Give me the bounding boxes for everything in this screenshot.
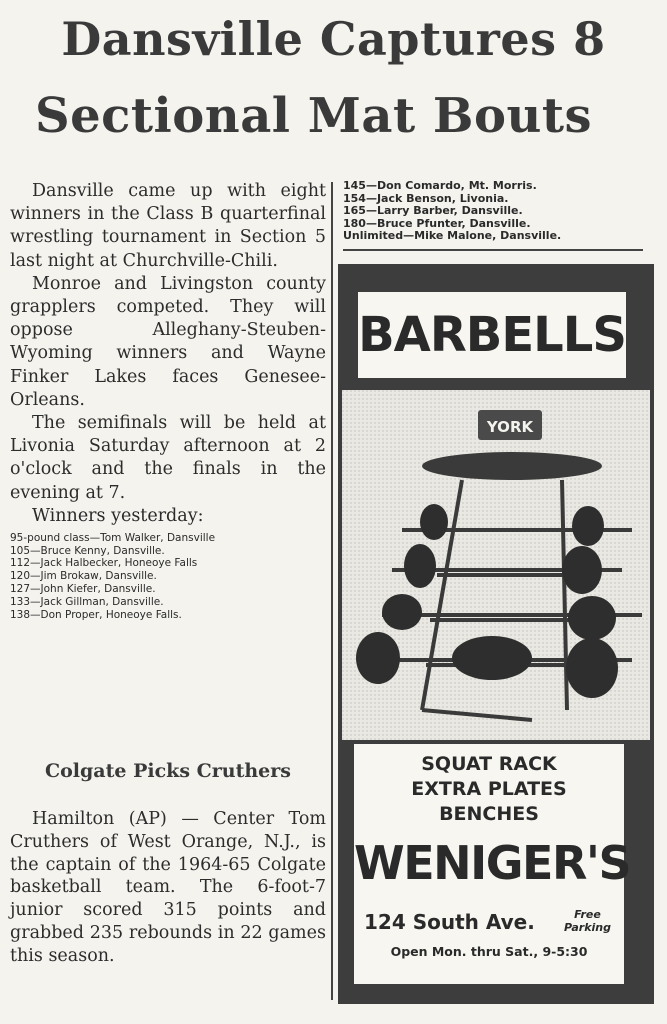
free-parking-line: Parking bbox=[564, 921, 611, 934]
list-item: 112—Jack Halbecker, Honeoye Falls bbox=[10, 557, 198, 570]
story-paragraph: Dansville came up with eight winners in the Class B quarterfinal wrestling tournament in Section 5 last night at Churchville-Chili. bbox=[10, 181, 326, 271]
store-address: 124 South Ave. bbox=[364, 910, 535, 934]
headline-line-1: Dansville Captures 8 bbox=[61, 12, 606, 66]
column-divider bbox=[331, 182, 333, 1000]
winners-intro: Winners yesterday: bbox=[32, 505, 204, 526]
ad-details bbox=[354, 744, 631, 984]
list-item: 165—Larry Barber, Dansville. bbox=[343, 204, 523, 218]
story-colgate bbox=[10, 808, 326, 968]
list-item: 133—Jack Gillman, Dansville. bbox=[10, 595, 164, 608]
store-hours: Open Mon. thru Sat., 9-5:30 bbox=[390, 944, 588, 959]
advertisement-wenigers bbox=[338, 264, 654, 1004]
free-parking-line: Free bbox=[574, 908, 601, 921]
story-paragraph: The semifinals will be held at Livonia Saturday afternoon at 2 o'clock and the finals in the evening at 7. bbox=[10, 413, 326, 503]
winners-list-left bbox=[10, 532, 326, 622]
barbell-rack-illustration bbox=[342, 390, 650, 740]
divider bbox=[343, 249, 643, 251]
list-item: 154—Jack Benson, Livonia. bbox=[343, 191, 509, 205]
story-paragraph: Monroe and Livingston county grapplers competed. They will oppose Alleghany-Steuben-Wyoming winners and Wayne Finker Lakes faces Genesee-Orleans. bbox=[10, 273, 326, 410]
list-item: 120—Jim Brokaw, Dansville. bbox=[10, 570, 157, 583]
ad-line: BENCHES bbox=[439, 803, 539, 825]
ad-line: EXTRA PLATES bbox=[411, 778, 567, 800]
ad-product-lines bbox=[354, 752, 624, 827]
story-headline-colgate: Colgate Picks Cruthers bbox=[45, 760, 291, 782]
rack-label: YORK bbox=[486, 418, 534, 436]
story-paragraph: Hamilton (AP) — Center Tom Cruthers of West Orange, N.J., is the captain of the 1964-65 Colgate basketball team. The 6-foot-7 junior scored 315 points and grabbed 235 rebounds in 22 games this season. bbox=[10, 809, 326, 966]
free-parking bbox=[564, 908, 611, 934]
store-name: WENIGER'S bbox=[354, 836, 631, 890]
list-item: 127—John Kiefer, Dansville. bbox=[10, 583, 156, 596]
list-item: 180—Bruce Pfunter, Dansville. bbox=[343, 216, 531, 230]
headline-line-2: Sectional Mat Bouts bbox=[34, 88, 593, 144]
list-item: Unlimited—Mike Malone, Dansville. bbox=[343, 229, 562, 243]
headline bbox=[0, 0, 667, 170]
list-item: 138—Don Proper, Honeoye Falls. bbox=[10, 608, 182, 621]
story-wrestling bbox=[10, 180, 326, 621]
list-item: 145—Don Comardo, Mt. Morris. bbox=[343, 179, 537, 192]
ad-line: SQUAT RACK bbox=[421, 753, 557, 775]
list-item: 95-pound class—Tom Walker, Dansville bbox=[10, 531, 216, 544]
barbell-rack-photo bbox=[342, 390, 650, 740]
list-item: 105—Bruce Kenny, Dansville. bbox=[10, 544, 165, 557]
winners-list-right bbox=[343, 180, 651, 251]
ad-banner: BARBELLS bbox=[358, 292, 626, 378]
